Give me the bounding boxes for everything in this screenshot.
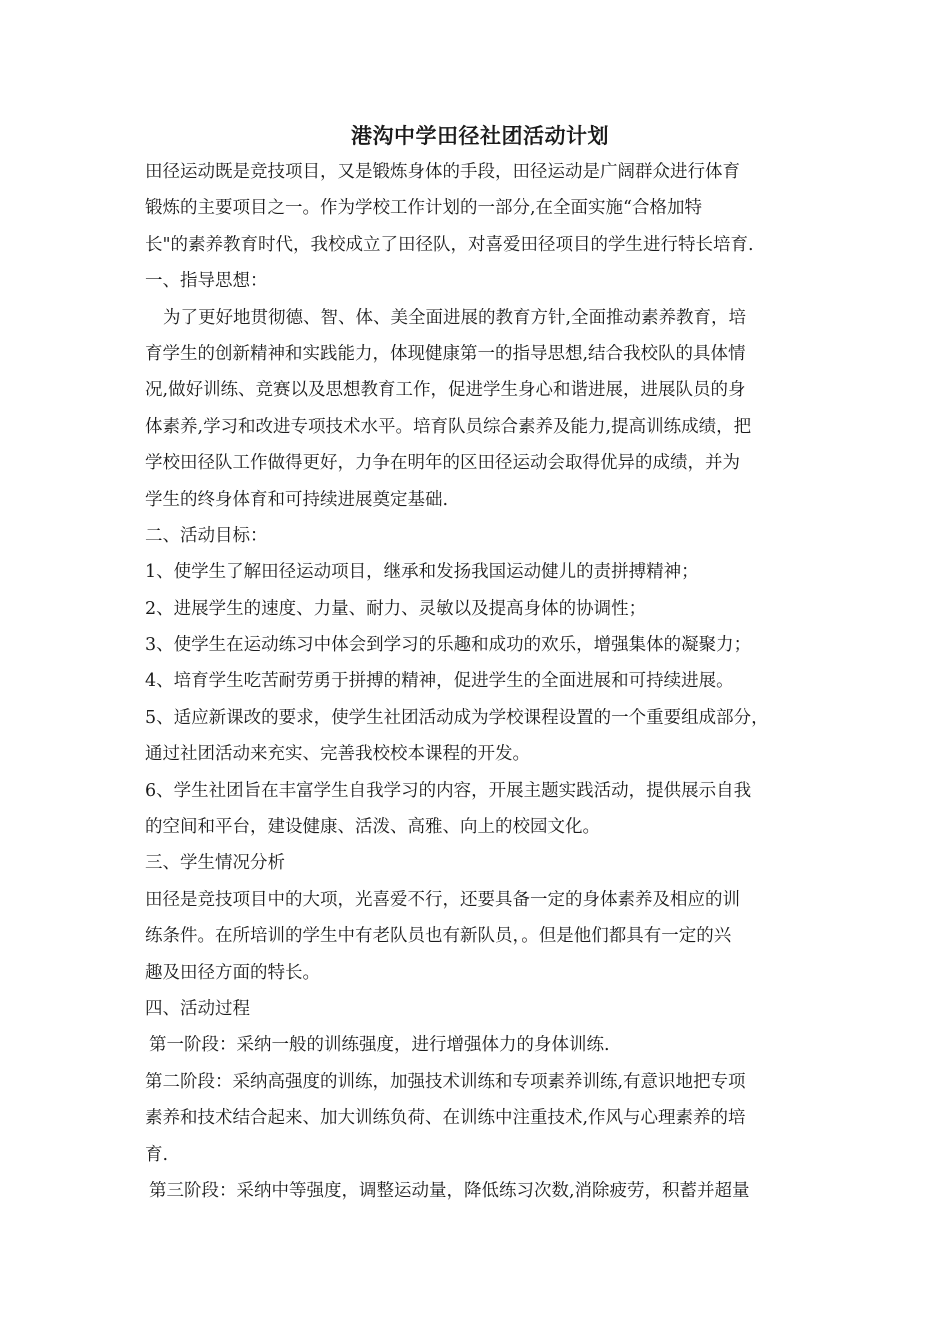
paragraph-line: 育.	[145, 1144, 169, 1165]
paragraph-line: 田径是竞技项目中的大项，光喜爱不行，还要具备一定的身体素养及相应的训	[145, 889, 740, 910]
paragraph-line: 学生的终身体育和可持续进展奠定基础.	[145, 489, 449, 510]
paragraph-line: 第一阶段：采纳一般的训练强度，进行增强体力的身体训练.	[149, 1035, 610, 1056]
section-heading: 二、活动目标：	[145, 525, 268, 546]
document-title: 港沟中学田径社团活动计划	[351, 123, 609, 148]
paragraph-line: 素养和技术结合起来、加大训练负荷、在训练中注重技术,作风与心理素养的培	[145, 1108, 746, 1129]
paragraph-line: 学校田径队工作做得更好，力争在明年的区田径运动会取得优异的成绩，并为	[145, 453, 740, 474]
list-item-continued: 的空间和平台，建设健康、活泼、高雅、向上的校园文化。	[145, 817, 600, 838]
section-heading: 一、指导思想：	[145, 271, 268, 292]
list-item: 1、使学生了解田径运动项目，继承和发扬我国运动健儿的责拼搏精神；	[145, 562, 699, 583]
section-heading: 三、学生情况分析	[145, 853, 285, 874]
list-item-continued: 通过社团活动来充实、完善我校校本课程的开发。	[145, 744, 530, 765]
paragraph-line: 况,做好训练、竞赛以及思想教育工作，促进学生身心和谐进展，进展队员的身	[145, 380, 746, 401]
list-item: 5、适应新课改的要求，使学生社团活动成为学校课程设置的一个重要组成部分，	[145, 707, 769, 728]
paragraph-line: 为了更好地贯彻德、智、体、美全面进展的教育方针,全面推动素养教育，培	[163, 307, 747, 328]
section-heading: 四、活动过程	[145, 998, 250, 1019]
paragraph-line: 第三阶段：采纳中等强度，调整运动量，降低练习次数,消除疲劳，积蓄并超量	[149, 1180, 750, 1201]
paragraph-line: 锻炼的主要项目之一。作为学校工作计划的一部分,在全面实施“合格加特	[145, 198, 703, 219]
paragraph-line: 第二阶段：采纳高强度的训练，加强技术训练和专项素养训练,有意识地把专项	[145, 1071, 746, 1092]
list-item: 3、使学生在运动练习中体会到学习的乐趣和成功的欢乐，增强集体的凝聚力；	[145, 635, 752, 656]
list-item: 2、进展学生的速度、力量、耐力、灵敏以及提高身体的协调性；	[145, 598, 647, 619]
paragraph-line: 体素养,学习和改进专项技术水平。培育队员综合素养及能力,提高训练成绩，把	[145, 416, 752, 437]
paragraph-line: 田径运动既是竞技项目，又是锻炼身体的手段，田径运动是广阔群众进行体育	[145, 162, 740, 182]
paragraph-line: 趣及田径方面的特长。	[145, 962, 320, 983]
paragraph-line: 长"的素养教育时代，我校成立了田径队，对喜爱田径项目的学生进行特长培育.	[145, 234, 754, 255]
list-item: 6、学生社团旨在丰富学生自我学习的内容，开展主题实践活动，提供展示自我	[145, 780, 752, 801]
paragraph-line: 育学生的创新精神和实践能力，体现健康第一的指导思想,结合我校队的具体情	[145, 343, 746, 364]
paragraph-line: 练条件。在所培训的学生中有老队员也有新队员，。但是他们都具有一定的兴	[145, 926, 732, 947]
list-item: 4、培育学生吃苦耐劳勇于拼搏的精神，促进学生的全面进展和可持续进展。	[145, 671, 734, 692]
document-page	[145, 118, 815, 1209]
